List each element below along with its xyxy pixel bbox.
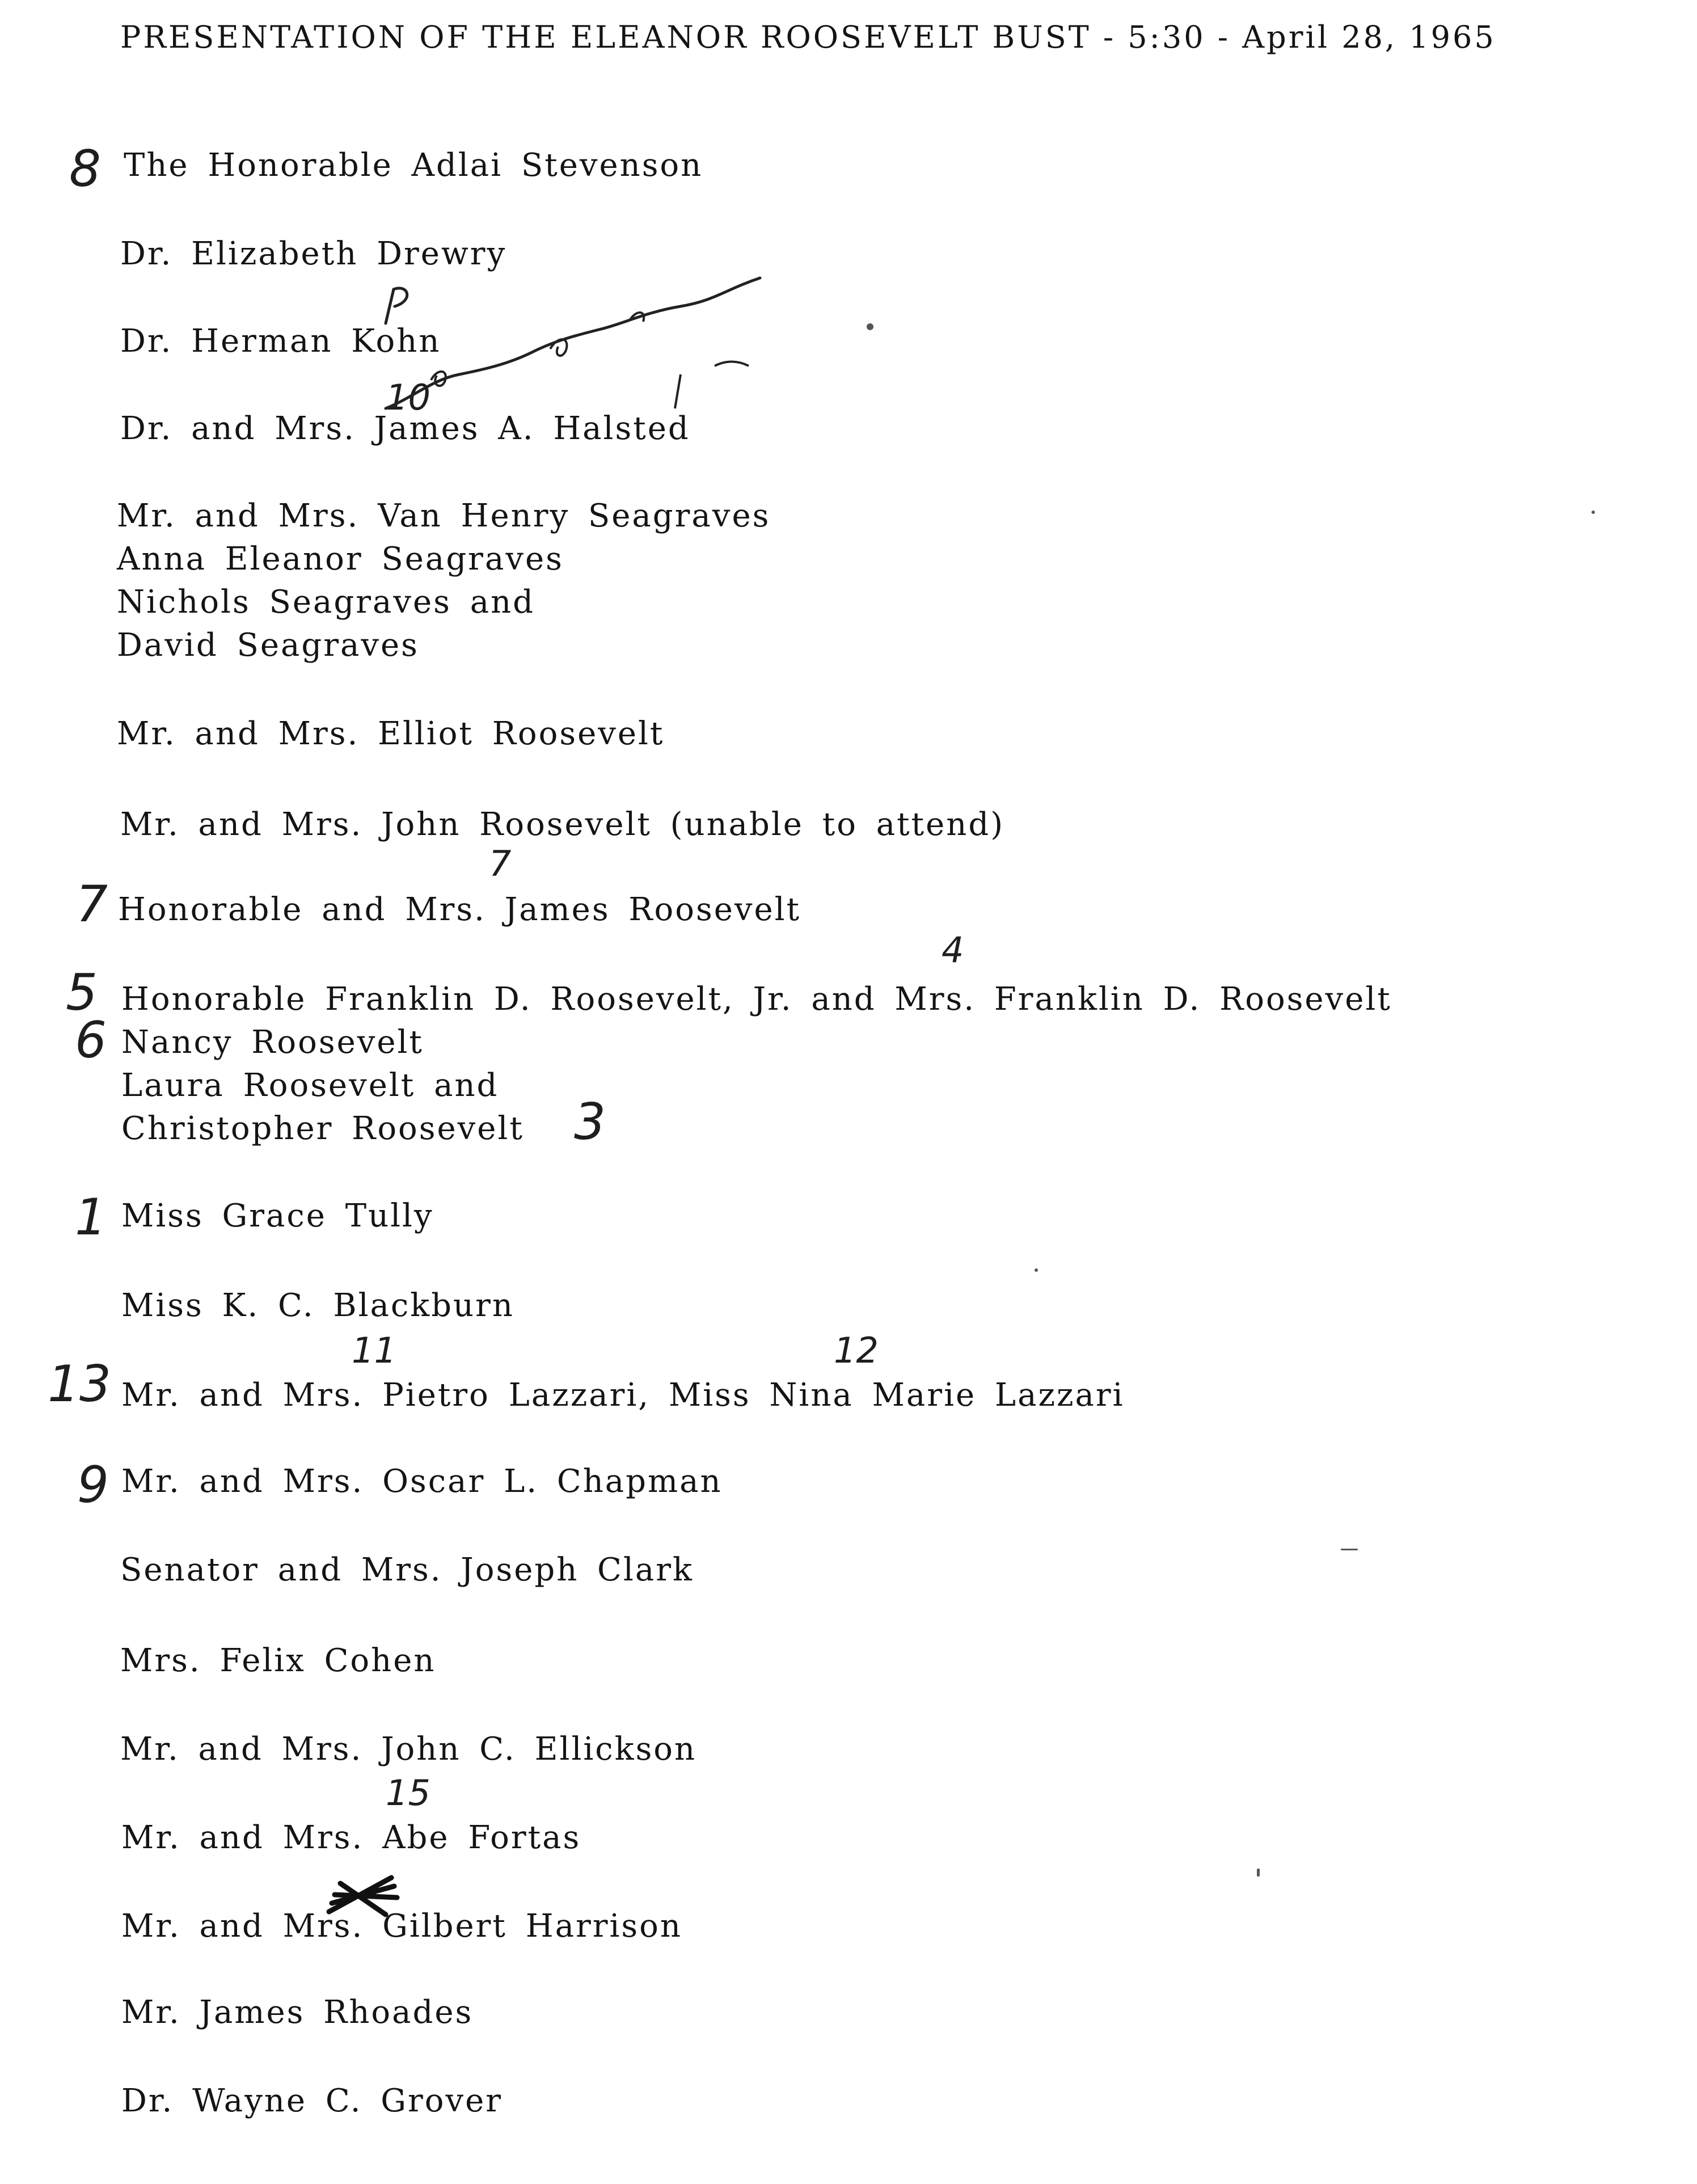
guest-line: The Honorable Adlai Stevenson xyxy=(124,147,703,184)
guest-entry xyxy=(120,1728,696,1771)
guest-line: Mr. and Mrs. Elliot Roosevelt xyxy=(117,715,665,752)
guest-line: Anna Eleanor Seagraves xyxy=(117,541,564,577)
paper-speck xyxy=(1592,511,1595,514)
guest-line: Mr. James Rhoades xyxy=(121,1994,474,2031)
guest-entry xyxy=(120,1639,436,1683)
guest-line: Honorable and Mrs. James Roosevelt xyxy=(118,891,801,928)
guest-line: Dr. and Mrs. James A. Halsted xyxy=(120,410,690,447)
handwritten-number: 9 xyxy=(77,1456,109,1514)
guest-line: Dr. Elizabeth Drewry xyxy=(120,235,507,272)
guest-entry xyxy=(120,320,441,363)
guest-entry xyxy=(120,803,1004,846)
paper-speck xyxy=(1341,1549,1358,1550)
handwritten-number: 5 xyxy=(66,963,98,1022)
guest-entry xyxy=(121,1460,723,1503)
guest-entry xyxy=(121,1991,473,2034)
guest-line: Mr. and Mrs. John C. Ellickson xyxy=(120,1731,697,1768)
guest-line: Christopher Roosevelt xyxy=(121,1110,524,1147)
handwritten-number: 4 xyxy=(942,929,964,971)
handwritten-number: 3 xyxy=(574,1093,606,1151)
guest-line: Mr. and Mrs. Abe Fortas xyxy=(121,1819,581,1856)
guest-line: Honorable Franklin D. Roosevelt, Jr. and Mrs. Franklin D. Roosevelt xyxy=(121,981,1392,1018)
handwritten-number: 12 xyxy=(834,1330,879,1371)
document-title: PRESENTATION OF THE ELEANOR ROOSEVELT BUST - 5:30 - April 28, 1965 xyxy=(120,19,1496,55)
guest-line: Miss K. C. Blackburn xyxy=(121,1287,514,1324)
paper-speck xyxy=(1257,1869,1260,1877)
guest-line: Dr. Herman Kohn xyxy=(120,323,441,360)
guest-entry xyxy=(117,712,664,756)
guest-entry xyxy=(121,2080,503,2123)
handwritten-number: 10 xyxy=(386,377,430,418)
guest-line: Senator and Mrs. Joseph Clark xyxy=(120,1551,694,1588)
guest-line: Laura Roosevelt and xyxy=(121,1067,499,1104)
guest-entry xyxy=(120,1549,694,1592)
guest-line: Mr. and Mrs. Oscar L. Chapman xyxy=(121,1463,723,1500)
guest-line: Nancy Roosevelt xyxy=(121,1024,424,1061)
guest-entry xyxy=(120,233,506,276)
handwritten-number: 15 xyxy=(386,1772,430,1814)
guest-entry xyxy=(117,495,770,667)
handwritten-number: 11 xyxy=(352,1330,396,1371)
guest-line: Dr. Wayne C. Grover xyxy=(121,2082,503,2119)
guest-line: Miss Grace Tully xyxy=(121,1198,434,1234)
handwritten-number: 7 xyxy=(489,843,512,884)
handwritten-number: 6 xyxy=(75,1011,107,1069)
guest-entry xyxy=(121,1905,682,1948)
handwritten-number: 1 xyxy=(75,1188,107,1246)
paper-speck xyxy=(867,323,873,330)
guest-line: Nichols Seagraves and xyxy=(117,584,535,621)
guest-line: Mr. and Mrs. John Roosevelt (unable to attend) xyxy=(120,806,1005,843)
guest-entry xyxy=(121,1284,514,1327)
handwritten-number: 8 xyxy=(69,140,101,198)
handwritten-number: 7 xyxy=(76,875,108,933)
guest-line: Mr. and Mrs. Gilbert Harrison xyxy=(121,1908,682,1945)
guest-entry xyxy=(124,144,703,187)
handwritten-number: 13 xyxy=(48,1355,111,1413)
guest-entry xyxy=(118,888,801,931)
guest-entry xyxy=(121,1374,1125,1417)
paper-speck xyxy=(1035,1268,1038,1272)
guest-entry xyxy=(121,1816,581,1860)
guest-line: Mr. and Mrs. Van Henry Seagraves xyxy=(117,497,771,534)
guest-line: David Seagraves xyxy=(117,627,419,664)
guest-line: Mr. and Mrs. Pietro Lazzari, Miss Nina Marie Lazzari xyxy=(121,1377,1125,1414)
guest-entry xyxy=(121,1195,434,1238)
guest-line: Mrs. Felix Cohen xyxy=(120,1642,436,1679)
guest-entry xyxy=(121,978,1392,1150)
